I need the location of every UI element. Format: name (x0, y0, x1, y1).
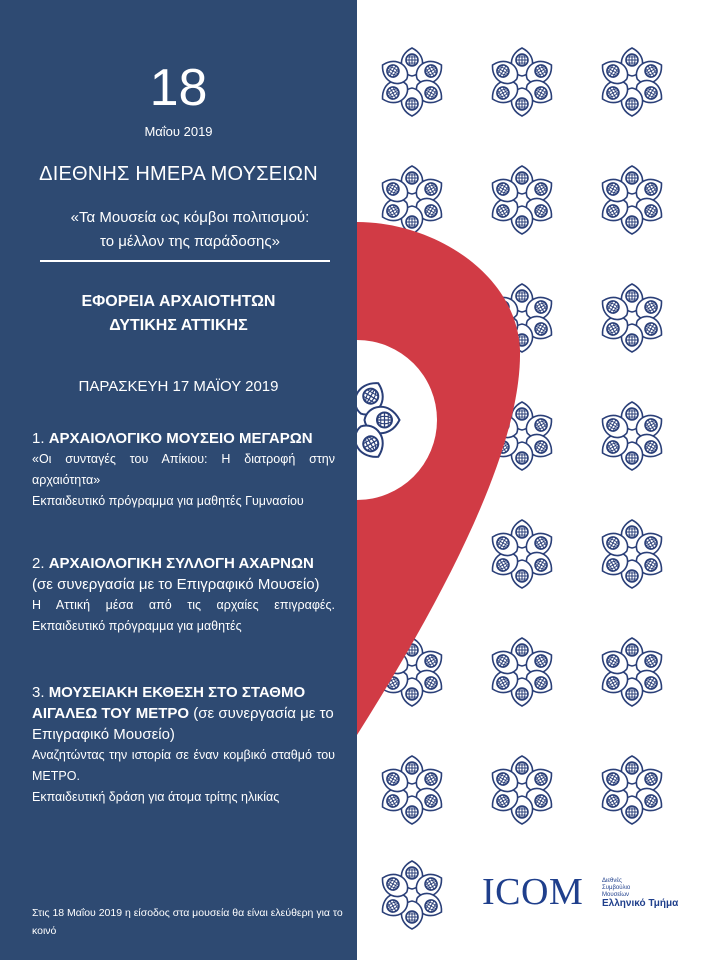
event-theme: «Τα Μουσεία ως κόμβοι πολιτισμού: το μέλλον της παράδοσης» (70, 209, 310, 250)
venue-name: ΑΡΧΑΙΟΛΟΓΙΚΗ ΣΥΛΛΟΓΗ ΑΧΑΡΝΩΝ (48, 555, 314, 572)
decorative-pattern-area (357, 0, 720, 960)
free-entry-note: Στις 18 Μαΐου 2019 η είσοδος στα μουσεία θα είναι ελεύθερη για το κοινό (32, 907, 343, 937)
item-audience: Εκπαιδευτική δράση για άτομα τρίτης ηλικίας (32, 790, 280, 804)
icom-logo (482, 868, 714, 918)
program-item: 1. ΑΡΧΑΙΟΛΟΓΙΚΟ ΜΟΥΣΕΙΟ ΜΕΓΑΡΩΝ «Οι συνταγές του Απίκιου: Η διατροφή στην αρχαιότητα» Εκπαιδευτικό πρόγραμμα για μαθητές Γυμνασίου (32, 428, 335, 512)
icom-subtitle: Διεθνές Συμβούλιο Μουσείων (602, 878, 631, 898)
info-panel (0, 0, 357, 960)
icom-wordmark: ICOM (482, 871, 584, 913)
item-description: Αναζητώντας την ιστορία σε έναν κομβικό σταθμό του ΜΕΤΡΟ. (32, 748, 335, 783)
item-description: «Οι συνταγές του Απίκιου: Η διατροφή στην αρχαιότητα» (32, 452, 335, 487)
event-title: ΔΙΕΘΝΗΣ ΗΜΕΡΑ ΜΟΥΣΕΙΩΝ (39, 163, 318, 185)
item-partner-note: (σε συνεργασία με το Επιγραφικό Μουσείο) (32, 576, 320, 593)
icom-department: Ελληνικό Τμήμα (602, 898, 679, 909)
divider (40, 260, 330, 262)
program-item: 2. ΑΡΧΑΙΟΛΟΓΙΚΗ ΣΥΛΛΟΓΗ ΑΧΑΡΝΩΝ (σε συνεργασία με το Επιγραφικό Μουσείο) Η Αττική μέσα από τις αρχαίες επιγραφές. Εκπαιδευτικό πρόγραμμα για μαθητές (32, 553, 335, 637)
item-audience: Εκπαιδευτικό πρόγραμμα για μαθητές Γυμνασίου (32, 494, 304, 508)
item-description: Η Αττική μέσα από τις αρχαίες επιγραφές. Εκπαιδευτικό πρόγραμμα για μαθητές (32, 598, 335, 633)
venue-name: ΑΡΧΑΙΟΛΟΓΙΚΟ ΜΟΥΣΕΙΟ ΜΕΓΑΡΩΝ (48, 430, 313, 447)
museum-node-pattern (357, 0, 720, 960)
program-date: ΠΑΡΑΣΚΕΥΗ 17 ΜΑΪΟΥ 2019 (78, 378, 279, 395)
item-partner-note: (σε συνεργασία με το Επιγραφικό Μουσείο) (32, 705, 334, 743)
venue-name: ΜΟΥΣΕΙΑΚΗ ΕΚΘΕΣΗ ΣΤΟ ΣΤΑΘΜΟ ΑΙΓΑΛΕΩ ΤΟΥ ΜΕΤΡΟ (32, 684, 306, 722)
event-month-year: Μαΐου 2019 (144, 124, 213, 139)
event-day: 18 (149, 59, 208, 117)
program-item: 3. ΜΟΥΣΕΙΑΚΗ ΕΚΘΕΣΗ ΣΤΟ ΣΤΑΘΜΟ ΑΙΓΑΛΕΩ ΤΟΥ ΜΕΤΡΟ (σε συνεργασία με το Επιγραφικό Μουσείο) Αναζητώντας την ιστορία σε έναν κομβικό σταθμό του ΜΕΤΡΟ. Εκπαιδευτική δράση για άτομα τρίτης ηλικίας (32, 682, 335, 808)
organizer-name: ΕΦΟΡΕΙΑ ΑΡΧΑΙΟΤΗΤΩΝ ΔΥΤΙΚΗΣ ΑΤΤΙΚΗΣ (81, 293, 276, 334)
